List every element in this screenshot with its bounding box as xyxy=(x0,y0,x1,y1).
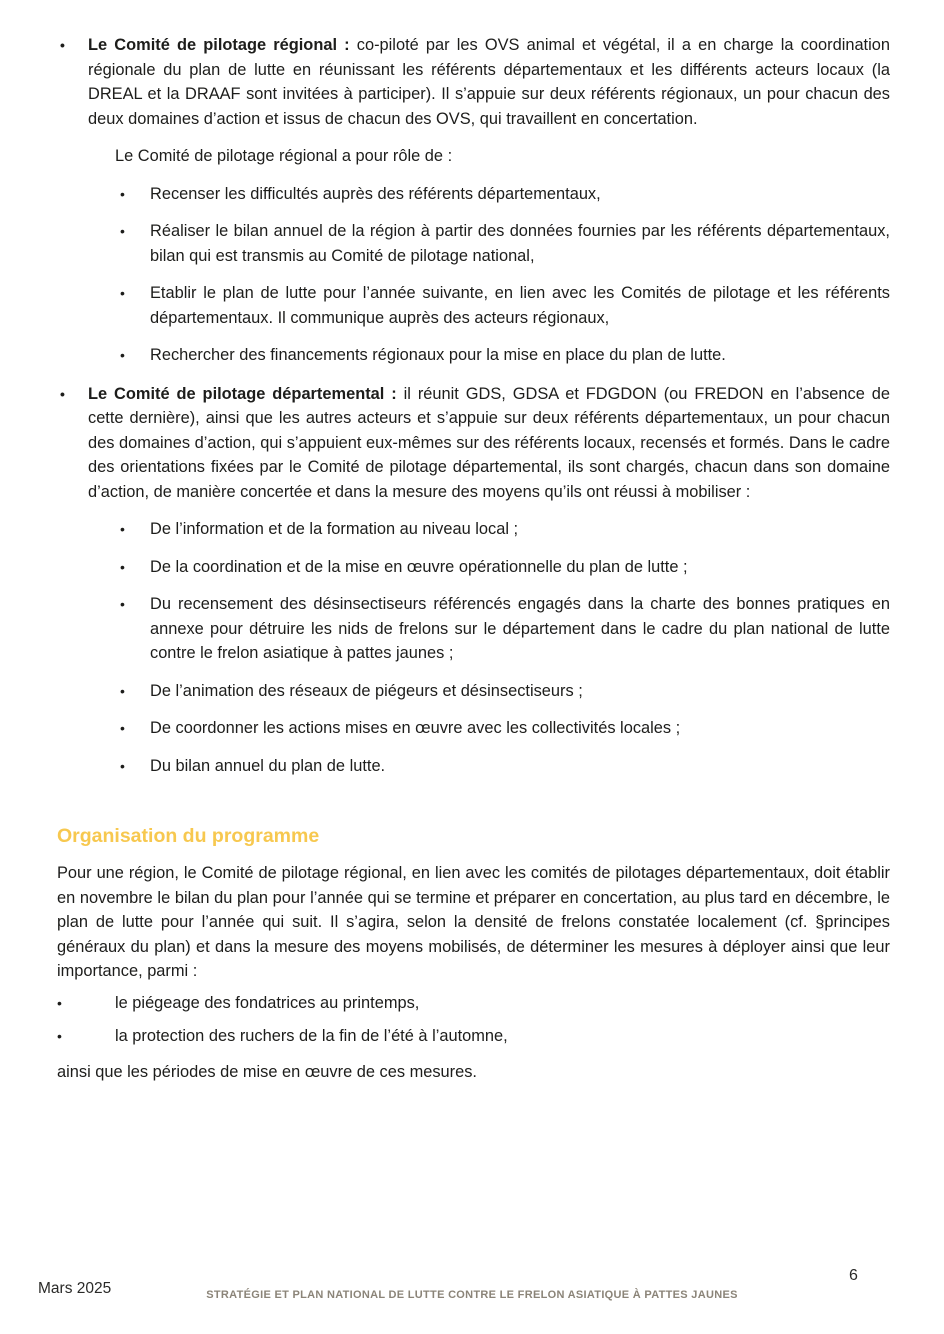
sub-bullet-charge-bilan-annuel xyxy=(57,754,890,779)
comite-regional-role-intro: Le Comité de pilotage régional a pour rôle de : xyxy=(115,147,453,165)
footer-document-title: STRATÉGIE ET PLAN NATIONAL DE LUTTE CONTRE LE FRELON ASIATIQUE À PATTES JAUNES xyxy=(206,1289,738,1301)
closing-line: ainsi que les périodes de mise en œuvre de ces mesures. xyxy=(57,1062,477,1081)
sub-bullet-charge-collectivites xyxy=(57,716,890,741)
bullet-icon: • xyxy=(57,994,62,1011)
sub-bullet-role-bilan xyxy=(57,219,890,268)
section-paragraph: Pour une région, le Comité de pilotage régional, en lien avec les comités de pilotages départementaux, doit établir en novembre le bilan du plan pour l’année qui se termine et préparer en concertation, au plus tard en décembre, le plan de lutte pour l’année qui suit. Il s’agira, selon la densité de frelons constatée localement (cf. §principes généraux du plan) et dans la mesure des moyens mobilisés, de déterminer les mesures à déployer ainsi que leur importance, parmi : xyxy=(57,864,890,980)
sub-bullet-charge-animation xyxy=(57,679,890,704)
bullet-text xyxy=(88,33,890,131)
bullet-icon: • xyxy=(120,185,125,202)
bullet-icon: • xyxy=(120,757,125,774)
measure-bullet-text: le piégeage des fondatrices au printemps, xyxy=(115,993,420,1012)
sub-bullet-role-recenser xyxy=(57,182,890,207)
bullet-comite-pilotage-regional xyxy=(57,33,890,131)
sub-bullet-charge-information xyxy=(57,517,890,542)
bullet-icon: • xyxy=(120,682,125,699)
bullet-icon: • xyxy=(120,223,125,239)
sub-bullet-text: Etablir le plan de lutte pour l’année suivante, en lien avec les Comités de pilotage et les référents départementaux. Il communique auprès des acteurs régionaux, xyxy=(150,284,890,327)
sub-bullet-text: Recenser les difficultés auprès des référents départementaux, xyxy=(150,184,601,203)
sub-bullet-text: Réaliser le bilan annuel de la région à partir des données fournies par les référents départementaux, bilan qui est transmis au Comité de pilotage national, xyxy=(150,222,890,265)
bullet-body-text: co-piloté par les OVS animal et végétal, il a en charge la coordination régionale du plan de lutte en réunissant les référents départementaux et les différents acteurs locaux (la DREAL et la DRAAF sont invitées à participer). Il s’appuie sur deux référents régionaux, un pour chacun des deux domaines d’action et issus de chacun des OVS, qui travaillent en concertation. xyxy=(88,36,890,128)
bullet-body-text: il réunit GDS, GDSA et FDGDON (ou FREDON en l’absence de cette dernière), ainsi que les autres acteurs et s’appuie sur deux référents départementaux, un pour chacun des domaines d’action, qui s’appuient eux-mêmes sur des référents locaux, recensés et formés. Dans le cadre des orientations fixées par le Comité de pilotage départemental, ils sont chargés, chacun dans son domaine d’action, de manière concertée et dans la mesure des moyens qu’ils ont réussi à mobiliser : xyxy=(88,384,890,501)
bullet-text xyxy=(88,382,890,505)
page-number: 6 xyxy=(849,1267,858,1284)
sub-bullet-role-etablir xyxy=(57,281,890,330)
bullet-icon: • xyxy=(120,720,125,736)
bullet-icon: • xyxy=(60,37,65,53)
sub-bullet-text: Du recensement des désinsectiseurs référencés engagés dans la charte des bonnes pratiques en annexe pour détruire les nids de frelons sur le département dans le cadre du plan national de lutte contre le frelon asiatique à pattes jaunes ; xyxy=(150,595,890,662)
sub-bullet-charge-coordination xyxy=(57,555,890,580)
footer-date: Mars 2025 xyxy=(38,1280,112,1297)
measure-bullet-text: la protection des ruchers de la fin de l’été à l’automne, xyxy=(115,1027,508,1045)
bullet-icon: • xyxy=(57,1028,62,1044)
bullet-icon: • xyxy=(120,558,125,575)
sub-bullet-charge-recensement xyxy=(57,592,890,666)
bullet-icon: • xyxy=(120,285,125,301)
sub-bullet-text: Du bilan annuel du plan de lutte. xyxy=(150,756,386,775)
sub-bullet-role-financements xyxy=(57,343,890,368)
sub-bullet-text: De la coordination et de la mise en œuvre opérationnelle du plan de lutte ; xyxy=(150,557,688,576)
bullet-lead-bold: Le Comité de pilotage régional : xyxy=(88,36,350,54)
bullet-lead-bold: Le Comité de pilotage départemental : xyxy=(88,384,397,403)
bullet-icon: • xyxy=(120,347,125,363)
sub-bullet-text: De l’animation des réseaux de piégeurs et désinsectiseurs ; xyxy=(150,681,583,700)
measure-bullet-protection xyxy=(57,1024,890,1049)
sub-bullet-text: Rechercher des financements régionaux pour la mise en place du plan de lutte. xyxy=(150,346,726,364)
bullet-comite-pilotage-departemental xyxy=(57,382,890,505)
sub-bullet-text: De l’information et de la formation au niveau local ; xyxy=(150,520,519,538)
measure-bullet-piegeage xyxy=(57,991,890,1016)
sub-bullet-text: De coordonner les actions mises en œuvre avec les collectivités locales ; xyxy=(150,719,681,737)
bullet-icon: • xyxy=(60,385,65,402)
section-heading-organisation-du-programme: Organisation du programme xyxy=(57,825,320,847)
bullet-icon: • xyxy=(120,521,125,537)
bullet-icon: • xyxy=(120,596,125,612)
